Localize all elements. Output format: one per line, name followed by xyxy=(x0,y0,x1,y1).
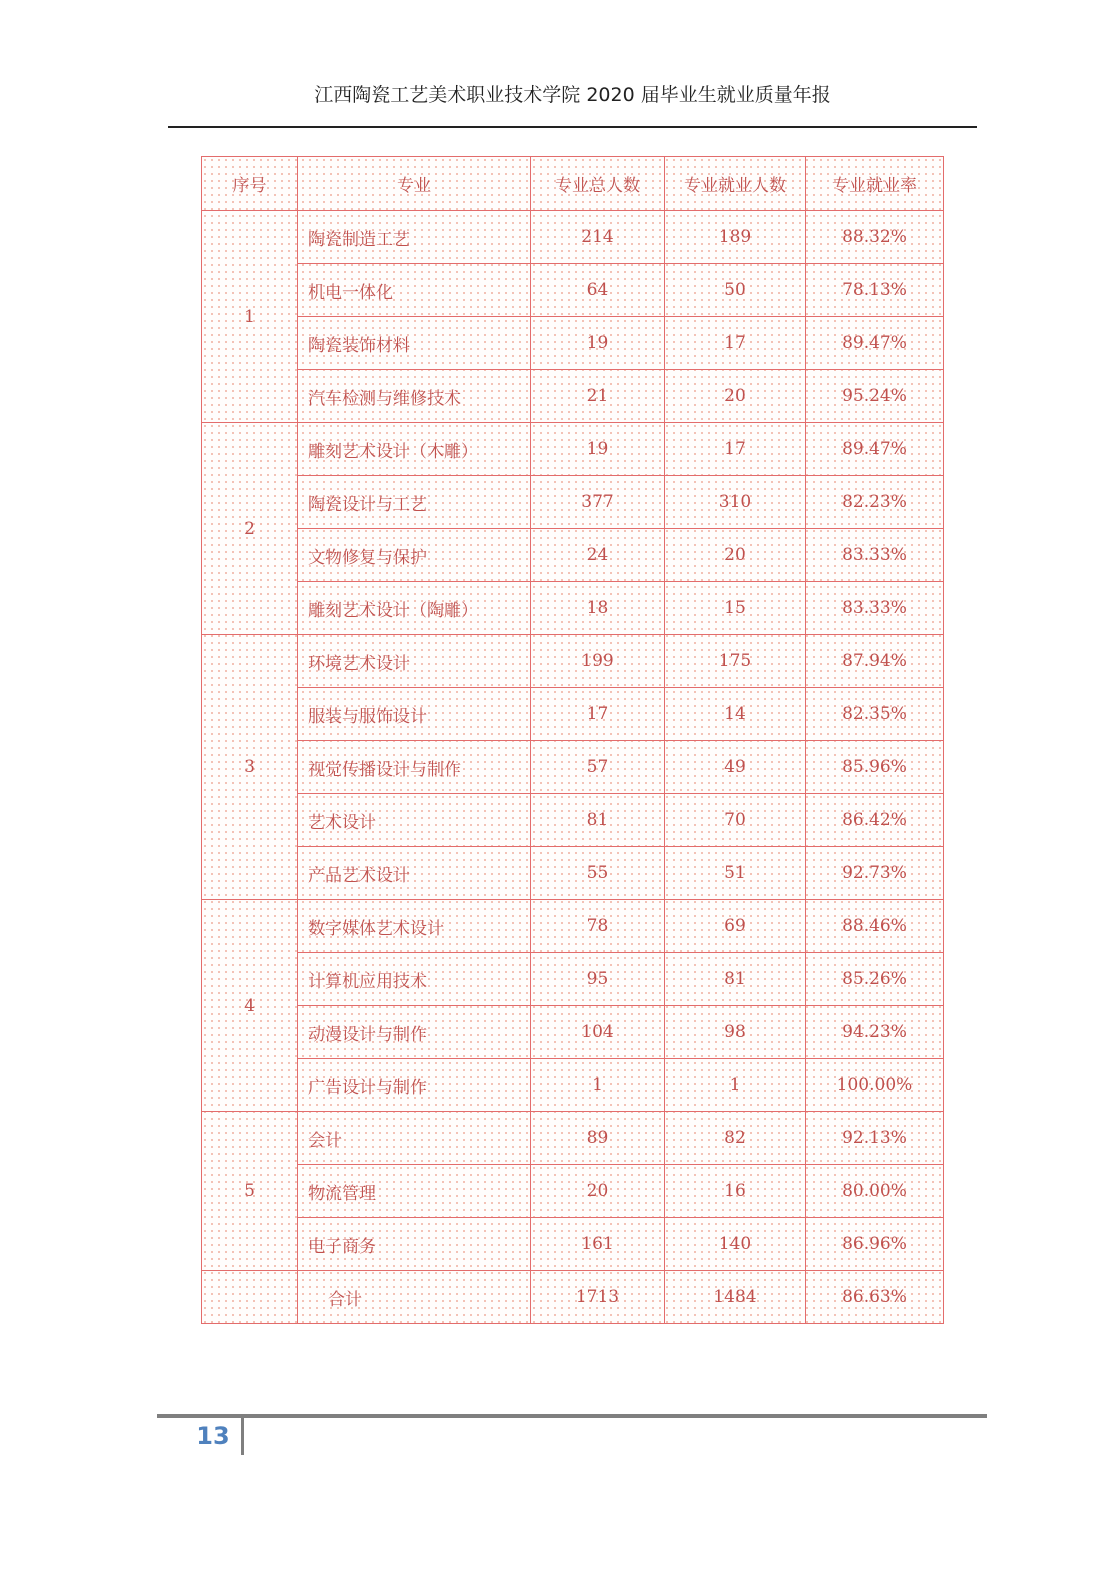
group-seq-cell: 2 xyxy=(202,423,298,635)
table-row xyxy=(202,1165,944,1218)
table-row xyxy=(202,847,944,900)
employed-count-cell: 14 xyxy=(665,688,806,741)
table-row xyxy=(202,582,944,635)
grand-employed-count-cell: 1484 xyxy=(665,1271,806,1324)
major-cell: 物流管理 xyxy=(298,1165,531,1218)
total-count-cell: 24 xyxy=(531,529,665,582)
employment-table xyxy=(201,156,944,1324)
employed-count-cell: 1 xyxy=(665,1059,806,1112)
employment-rate-cell: 89.47% xyxy=(806,317,944,370)
total-count-cell: 161 xyxy=(531,1218,665,1271)
table-row xyxy=(202,529,944,582)
employed-count-cell: 98 xyxy=(665,1006,806,1059)
column-header-major: 专业 xyxy=(298,157,531,211)
employed-count-cell: 15 xyxy=(665,582,806,635)
employed-count-cell: 82 xyxy=(665,1112,806,1165)
header-divider xyxy=(168,126,977,128)
group-seq-cell: 3 xyxy=(202,635,298,900)
total-count-cell: 95 xyxy=(531,953,665,1006)
table-row xyxy=(202,370,944,423)
employment-rate-cell: 85.26% xyxy=(806,953,944,1006)
total-row xyxy=(202,1271,944,1324)
column-header-rate: 专业就业率 xyxy=(806,157,944,211)
employment-rate-cell: 89.47% xyxy=(806,423,944,476)
total-count-cell: 57 xyxy=(531,741,665,794)
total-count-cell: 1 xyxy=(531,1059,665,1112)
major-cell: 电子商务 xyxy=(298,1218,531,1271)
total-count-cell: 78 xyxy=(531,900,665,953)
table-row xyxy=(202,317,944,370)
major-cell: 数字媒体艺术设计 xyxy=(298,900,531,953)
employed-count-cell: 20 xyxy=(665,529,806,582)
major-cell: 雕刻艺术设计（木雕） xyxy=(298,423,531,476)
footer-vertical-bar xyxy=(241,1418,244,1455)
employed-count-cell: 69 xyxy=(665,900,806,953)
major-cell: 机电一体化 xyxy=(298,264,531,317)
footer-divider xyxy=(157,1414,987,1418)
employed-count-cell: 17 xyxy=(665,423,806,476)
employed-count-cell: 81 xyxy=(665,953,806,1006)
table-body xyxy=(202,211,944,1324)
grand-total-count-cell: 1713 xyxy=(531,1271,665,1324)
table-row xyxy=(202,211,944,264)
table-row xyxy=(202,1006,944,1059)
total-count-cell: 64 xyxy=(531,264,665,317)
total-count-cell: 199 xyxy=(531,635,665,688)
total-count-cell: 55 xyxy=(531,847,665,900)
table-row xyxy=(202,1059,944,1112)
total-count-cell: 377 xyxy=(531,476,665,529)
major-cell: 动漫设计与制作 xyxy=(298,1006,531,1059)
table-row xyxy=(202,794,944,847)
employment-rate-cell: 83.33% xyxy=(806,529,944,582)
total-count-cell: 21 xyxy=(531,370,665,423)
total-count-cell: 89 xyxy=(531,1112,665,1165)
employment-rate-cell: 86.42% xyxy=(806,794,944,847)
employment-rate-cell: 85.96% xyxy=(806,741,944,794)
table-row xyxy=(202,635,944,688)
employed-count-cell: 49 xyxy=(665,741,806,794)
major-cell: 产品艺术设计 xyxy=(298,847,531,900)
table-row xyxy=(202,423,944,476)
table-row xyxy=(202,1112,944,1165)
total-label-cell: 合计 xyxy=(298,1271,531,1324)
total-count-cell: 81 xyxy=(531,794,665,847)
employed-count-cell: 50 xyxy=(665,264,806,317)
group-seq-cell: 5 xyxy=(202,1112,298,1271)
table-row xyxy=(202,264,944,317)
employment-rate-cell: 100.00% xyxy=(806,1059,944,1112)
major-cell: 雕刻艺术设计（陶雕） xyxy=(298,582,531,635)
major-cell: 计算机应用技术 xyxy=(298,953,531,1006)
table-row xyxy=(202,900,944,953)
employment-rate-cell: 88.46% xyxy=(806,900,944,953)
total-count-cell: 18 xyxy=(531,582,665,635)
total-seq-cell xyxy=(202,1271,298,1324)
major-cell: 文物修复与保护 xyxy=(298,529,531,582)
table-row xyxy=(202,741,944,794)
total-count-cell: 214 xyxy=(531,211,665,264)
employment-rate-cell: 88.32% xyxy=(806,211,944,264)
employment-rate-cell: 78.13% xyxy=(806,264,944,317)
major-cell: 汽车检测与维修技术 xyxy=(298,370,531,423)
column-header-seq: 序号 xyxy=(202,157,298,211)
employed-count-cell: 175 xyxy=(665,635,806,688)
major-cell: 环境艺术设计 xyxy=(298,635,531,688)
employment-rate-cell: 86.96% xyxy=(806,1218,944,1271)
employed-count-cell: 310 xyxy=(665,476,806,529)
major-cell: 陶瓷设计与工艺 xyxy=(298,476,531,529)
major-cell: 服装与服饰设计 xyxy=(298,688,531,741)
employment-rate-cell: 92.73% xyxy=(806,847,944,900)
column-header-total: 专业总人数 xyxy=(531,157,665,211)
major-cell: 艺术设计 xyxy=(298,794,531,847)
total-count-cell: 19 xyxy=(531,317,665,370)
table-row xyxy=(202,476,944,529)
major-cell: 视觉传播设计与制作 xyxy=(298,741,531,794)
major-cell: 会计 xyxy=(298,1112,531,1165)
major-cell: 陶瓷装饰材料 xyxy=(298,317,531,370)
table-row xyxy=(202,953,944,1006)
total-count-cell: 104 xyxy=(531,1006,665,1059)
employed-count-cell: 20 xyxy=(665,370,806,423)
group-seq-cell: 1 xyxy=(202,211,298,423)
employed-count-cell: 51 xyxy=(665,847,806,900)
report-title: 江西陶瓷工艺美术职业技术学院 2020 届毕业生就业质量年报 xyxy=(314,84,831,106)
employment-rate-cell: 82.23% xyxy=(806,476,944,529)
table-header-row xyxy=(202,157,944,211)
group-seq-cell: 4 xyxy=(202,900,298,1112)
table-row xyxy=(202,1218,944,1271)
employment-rate-cell: 80.00% xyxy=(806,1165,944,1218)
major-cell: 陶瓷制造工艺 xyxy=(298,211,531,264)
total-count-cell: 17 xyxy=(531,688,665,741)
major-cell: 广告设计与制作 xyxy=(298,1059,531,1112)
employed-count-cell: 70 xyxy=(665,794,806,847)
employed-count-cell: 189 xyxy=(665,211,806,264)
table-row xyxy=(202,688,944,741)
page-number: 13 xyxy=(196,1422,230,1450)
employment-rate-cell: 83.33% xyxy=(806,582,944,635)
employment-rate-cell: 87.94% xyxy=(806,635,944,688)
total-count-cell: 20 xyxy=(531,1165,665,1218)
column-header-employed: 专业就业人数 xyxy=(665,157,806,211)
employment-rate-cell: 94.23% xyxy=(806,1006,944,1059)
employed-count-cell: 140 xyxy=(665,1218,806,1271)
employment-rate-cell: 92.13% xyxy=(806,1112,944,1165)
employed-count-cell: 17 xyxy=(665,317,806,370)
employment-rate-cell: 82.35% xyxy=(806,688,944,741)
employed-count-cell: 16 xyxy=(665,1165,806,1218)
employment-rate-cell: 95.24% xyxy=(806,370,944,423)
overall-employment-rate-cell: 86.63% xyxy=(806,1271,944,1324)
total-count-cell: 19 xyxy=(531,423,665,476)
